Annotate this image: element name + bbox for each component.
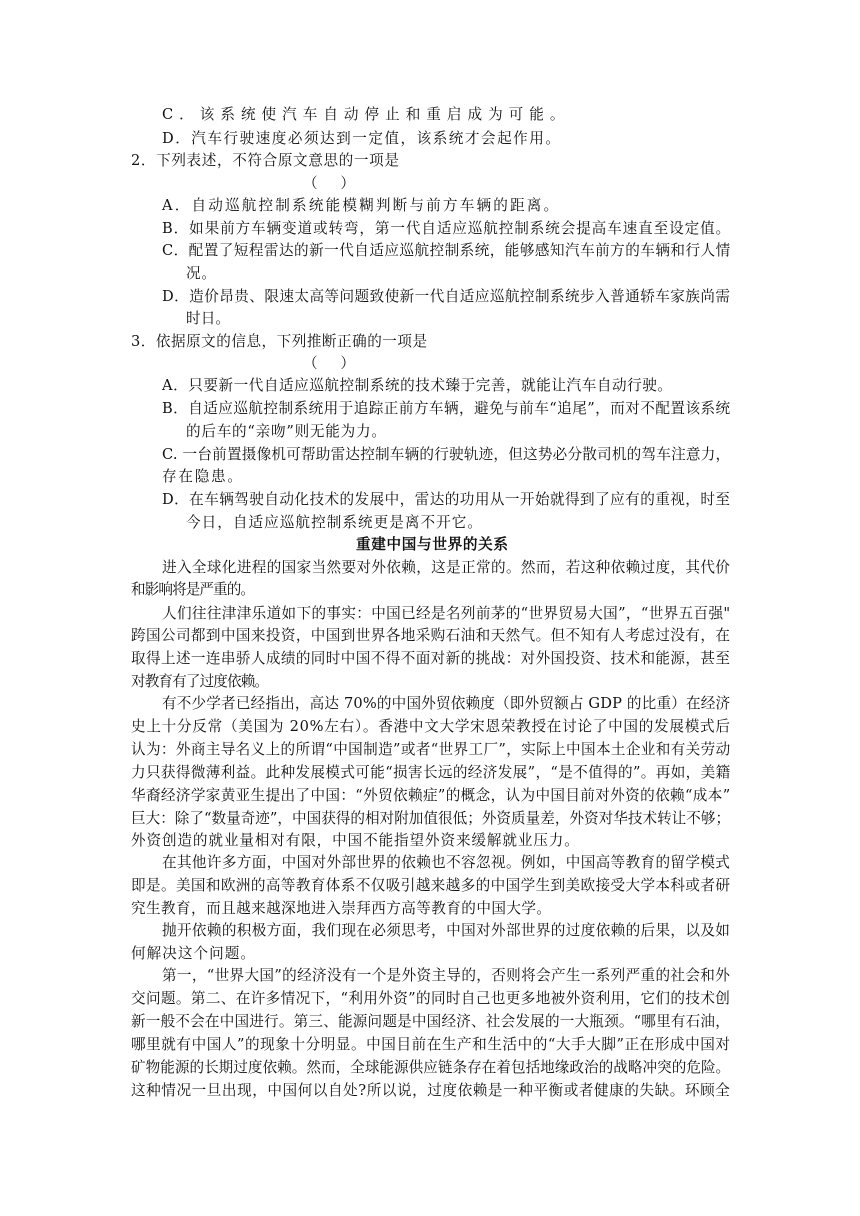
article-line: 外资创造的就业量相对有限，中国不能指望外资来缓解就业压力。 <box>131 832 580 849</box>
question-3: 3．依据原文的信息，下列推断正确的一项是 <box>131 333 428 350</box>
option-a-q2: A．自动巡航控制系统能模糊判断与前方车辆的距离。 <box>162 197 561 214</box>
article-line: 矿物能源的长期过度依赖。然而，全球能源供应链条存在着包括地缘政治的战略冲突的危险。 <box>131 1059 731 1076</box>
answer-blank-q2: （ ） <box>303 175 353 192</box>
article-line: 对教育有了过度依赖。 <box>131 673 269 690</box>
article-line: 这种情况一旦出现，中国何以自处?所以说，过度依赖是一种平衡或者健康的失缺。环顾全 <box>131 1082 731 1099</box>
article-line: 即是。美国和欧洲的高等教育体系不仅吸引越来越多的中国学生到美欧接受大学本科或者研 <box>131 877 731 894</box>
article-line: 究生教育，而且越来越深地进入崇拜西方高等教育的中国大学。 <box>131 900 552 917</box>
question-2: 2．下列表述，不符合原文意思的一项是 <box>131 152 400 169</box>
option-b-q2: B．如果前方车辆变道或转弯，第一代自适应巡航控制系统会提高车速直至设定值。 <box>162 220 732 237</box>
article-title: 重建中国与世界的关系 <box>356 536 509 553</box>
option-c-q2-cont: 况。 <box>186 265 217 282</box>
answer-blank-q3: （ ） <box>303 355 353 372</box>
option-b-q3-cont: 的后车的“亲吻”则无能为力。 <box>186 423 387 440</box>
option-c-q3-cont: 存在隐患。 <box>162 468 244 485</box>
article-line: 有不少学者已经指出，高达 70%的中国外贸依赖度（即外贸额占 GDP 的比重）在经济 <box>162 695 731 712</box>
option-d-q2-cont: 时日。 <box>186 310 231 327</box>
article-line: 华裔经济学家黄亚生提出了中国：“外贸依赖症”的概念，认为中国目前对外资的依赖“成本” <box>131 787 731 804</box>
article-line: 史上十分反常（美国为 20%左右）。香港中文大学宋恩荣教授在讨论了中国的发展模式后 <box>131 718 731 735</box>
article-line: 新一般不会在中国进行。第三、能源问题是中国经济、社会发展的一大瓶颈。“哪里有石油， <box>131 1013 731 1030</box>
option-c-q1: C．该系统使汽车自动停止和重启成为可能。 <box>162 106 571 123</box>
option-c-q2: C．配置了短程雷达的新一代自适应巡航控制系统，能够感知汽车前方的车辆和行人情 <box>162 242 731 259</box>
article-line: 取得上述一连串骄人成绩的同时中国不得不面对新的挑战：对外国投资、技术和能源，甚至 <box>131 650 731 667</box>
article-line: 力只获得微薄利益。此种发展模式可能“损害长远的经济发展”，“是不值得的”。再如，美籍 <box>131 764 731 781</box>
option-d-q2: D．造价昂贵、限速太高等问题致使新一代自适应巡航控制系统步入普通轿车家族尚需 <box>162 288 731 305</box>
article-line: 跨国公司都到中国来投资，中国到世界各地采购石油和天然气。但不知有人考虑过没有，在 <box>131 627 731 644</box>
option-d-q3-cont: 今日，自适应巡航控制系统更是离不开它。 <box>186 514 484 531</box>
option-d-q1: D．汽车行驶速度必须达到一定值，该系统才会起作用。 <box>162 130 562 147</box>
article-line: 何解决这个问题。 <box>131 945 256 962</box>
article-line: 抛开依赖的积极方面，我们现在必须思考，中国对外部世界的过度依赖的后果，以及如 <box>162 922 731 939</box>
article-line: 巨大：除了“数量奇迹”，中国获得的相对附加值很低；外资质量差，外资对华技术转让不够； <box>131 810 731 827</box>
article-line: 和影响将是严重的。 <box>131 581 255 598</box>
option-c-q3: C. 一台前置摄像机可帮助雷达控制车辆的行驶轨迹，但这势必分散司机的驾车注意力， <box>162 446 731 463</box>
article-line: 在其他许多方面，中国对外部世界的依赖也不容忽视。例如，中国高等教育的留学模式 <box>162 854 731 871</box>
option-b-q3: B．自适应巡航控制系统用于追踪正前方车辆，避免与前车“追尾”，而对不配置该系统 <box>162 400 731 417</box>
article-line: 第一，“世界大国”的经济没有一个是外资主导的，否则将会产生一系列严重的社会和外 <box>162 967 731 984</box>
article-line: 人们往往津津乐道如下的事实：中国已经是名列前茅的“世界贸易大国”，“世界五百强" <box>162 605 731 622</box>
article-line: 哪里就有中国人”的现象十分明显。中国目前在生产和生活中的“大手大脚”正在形成中国对 <box>131 1036 731 1053</box>
article-line: 进入全球化进程的国家当然要对外依赖，这是正常的。然而，若这种依赖过度，其代价 <box>162 559 731 576</box>
option-d-q3: D．在车辆驾驶自动化技术的发展中，雷达的功用从一开始就得到了应有的重视，时至 <box>162 491 731 508</box>
article-line: 认为：外商主导名义上的所谓“中国制造”或者“世界工厂”，实际上中国本土企业和有关劳动 <box>131 741 731 758</box>
article-line: 交问题。第二、在许多情况下，“利用外资”的同时自己也更多地被外资利用，它们的技术创 <box>131 990 731 1007</box>
option-a-q3: A．只要新一代自适应巡航控制系统的技术臻于完善，就能让汽车自动行驶。 <box>162 377 673 394</box>
